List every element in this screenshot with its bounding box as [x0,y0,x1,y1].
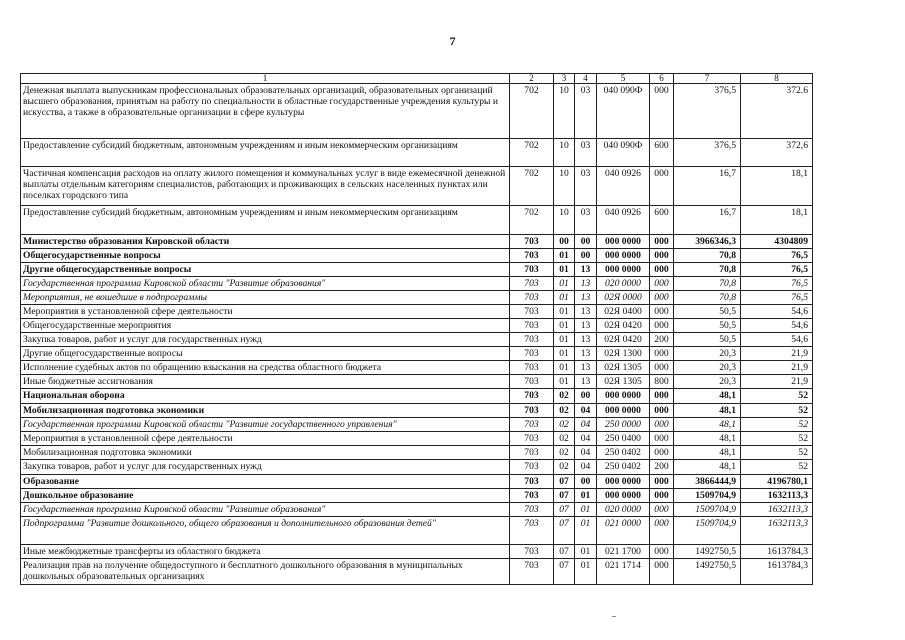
cell-subsection: 13 [575,375,597,389]
table-row [21,235,813,249]
cell-expense-type: 600 [650,139,674,167]
cell-amount-year1: 48,1 [674,432,741,446]
cell-amount-year2: 52 [741,418,813,432]
column-header: 5 [597,74,650,84]
cell-amount-year1: 70,8 [674,291,741,305]
table-row [21,84,813,139]
cell-target-article: 02Я 0000 [597,291,650,305]
column-header: 1 [21,74,510,84]
cell-amount-year2: 18,1 [741,167,813,206]
column-header: 7 [674,74,741,84]
cell-section: 01 [554,319,575,333]
cell-expense-type: 000 [650,235,674,249]
cell-expense-type: 800 [650,375,674,389]
table-row [21,347,813,361]
cell-section: 10 [554,139,575,167]
cell-item-name: Закупка товаров, работ и услуг для государственных нужд [21,460,510,475]
cell-item-name: Реализация прав на получение общедоступного и бесплатного дошкольного образования в муниципальных дошкольных образовательных организациях [21,559,510,585]
cell-expense-type: 000 [650,167,674,206]
table-row [21,418,813,432]
cell-target-article: 02Я 0400 [597,305,650,319]
cell-target-article: 040 0926 [597,206,650,235]
cell-amount-year1: 20,3 [674,347,741,361]
cell-ministry-code: 703 [510,347,554,361]
cell-target-article: 250 0402 [597,446,650,460]
cell-amount-year1: 50,5 [674,333,741,347]
cell-amount-year2: 52 [741,460,813,475]
cell-amount-year1: 1509704,9 [674,489,741,503]
cell-subsection: 04 [575,404,597,418]
cell-item-name: Мероприятия, не вошедшие в подпрограммы [21,291,510,305]
cell-amount-year2: 1613784,3 [741,545,813,559]
cell-target-article: 02Я 0420 [597,319,650,333]
cell-section: 01 [554,249,575,263]
cell-item-name: Министерство образования Кировской области [21,235,510,249]
table-row [21,389,813,404]
cell-expense-type: 000 [650,432,674,446]
cell-subsection: 03 [575,139,597,167]
cell-ministry-code: 703 [510,333,554,347]
cell-expense-type: 000 [650,277,674,291]
cell-expense-type: 000 [650,517,674,545]
cell-item-name: Предоставление субсидий бюджетным, автономным учреждениям и иным некоммерческим организациям [21,139,510,167]
table-row [21,432,813,446]
cell-expense-type: 000 [650,361,674,375]
cell-amount-year2: 1632113,3 [741,503,813,517]
cell-subsection: 13 [575,347,597,361]
cell-item-name: Национальная оборона [21,389,510,404]
cell-expense-type: 000 [650,545,674,559]
cell-item-name: Государственная программа Кировской области "Развитие государственного управления" [21,418,510,432]
cell-amount-year2: 54,6 [741,319,813,333]
cell-amount-year1: 48,1 [674,446,741,460]
cell-target-article: 000 0000 [597,475,650,489]
cell-amount-year2: 76,5 [741,263,813,277]
cell-target-article: 02Я 1305 [597,375,650,389]
cell-target-article: 250 0000 [597,418,650,432]
cell-ministry-code: 703 [510,404,554,418]
cell-amount-year2: 52 [741,389,813,404]
cell-target-article: 000 0000 [597,404,650,418]
cell-ministry-code: 703 [510,460,554,475]
cell-item-name: Государственная программа Кировской области "Развитие образования" [21,503,510,517]
cell-item-name: Мобилизационная подготовка экономики [21,446,510,460]
cell-expense-type: 000 [650,249,674,263]
cell-target-article: 040 0926 [597,167,650,206]
table-row [21,263,813,277]
cell-expense-type: 000 [650,475,674,489]
cell-expense-type: 600 [650,206,674,235]
cell-amount-year2: 21,9 [741,347,813,361]
cell-target-article: 02Я 1305 [597,361,650,375]
table-row [21,249,813,263]
table-row [21,489,813,503]
cell-target-article: 02Я 1300 [597,347,650,361]
table-row [21,545,813,559]
cell-amount-year1: 20,3 [674,375,741,389]
cell-target-article: 040 090Ф [597,139,650,167]
cell-expense-type: 000 [650,489,674,503]
column-header: 6 [650,74,674,84]
table-row [21,333,813,347]
cell-amount-year1: 3966346,3 [674,235,741,249]
cell-amount-year1: 16,7 [674,167,741,206]
cell-ministry-code: 703 [510,305,554,319]
cell-ministry-code: 702 [510,84,554,139]
cell-subsection: 00 [575,235,597,249]
table-row [21,559,813,585]
cell-amount-year1: 48,1 [674,404,741,418]
cell-amount-year2: 18,1 [741,206,813,235]
cell-section: 01 [554,277,575,291]
cell-amount-year2: 52 [741,432,813,446]
cell-section: 01 [554,347,575,361]
cell-subsection: 13 [575,361,597,375]
cell-item-name: Мобилизационная подготовка экономики [21,404,510,418]
cell-subsection: 13 [575,277,597,291]
cell-section: 07 [554,545,575,559]
cell-amount-year1: 48,1 [674,460,741,475]
cell-item-name: Другие общегосударственные вопросы [21,347,510,361]
cell-subsection: 01 [575,517,597,545]
cell-ministry-code: 702 [510,139,554,167]
cell-amount-year1: 48,1 [674,389,741,404]
cell-amount-year1: 1509704,9 [674,503,741,517]
cell-amount-year2: 76,5 [741,249,813,263]
cell-target-article: 250 0400 [597,432,650,446]
cell-ministry-code: 703 [510,263,554,277]
cell-section: 01 [554,263,575,277]
cell-expense-type: 000 [650,347,674,361]
cell-expense-type: 000 [650,305,674,319]
cell-subsection: 03 [575,84,597,139]
cell-subsection: 04 [575,432,597,446]
cell-target-article: 040 090Ф [597,84,650,139]
column-header: 3 [554,74,575,84]
cell-amount-year1: 376,5 [674,139,741,167]
cell-expense-type: 000 [650,404,674,418]
cell-ministry-code: 702 [510,167,554,206]
cell-subsection: 13 [575,291,597,305]
table-row [21,361,813,375]
cell-expense-type: 000 [650,418,674,432]
cell-section: 10 [554,167,575,206]
cell-amount-year2: 21,9 [741,375,813,389]
cell-section: 07 [554,559,575,585]
cell-amount-year1: 50,5 [674,305,741,319]
cell-section: 07 [554,475,575,489]
cell-item-name: Иные межбюджетные трансферты из областного бюджета [21,545,510,559]
cell-item-name: Образование [21,475,510,489]
page-number: 7 [449,34,456,48]
cell-amount-year2: 4196780,1 [741,475,813,489]
cell-amount-year1: 70,8 [674,249,741,263]
cell-ministry-code: 703 [510,375,554,389]
cell-subsection: 00 [575,475,597,489]
cell-item-name: Предоставление субсидий бюджетным, автономным учреждениям и иным некоммерческим организациям [21,206,510,235]
table-row [21,291,813,305]
cell-item-name: Закупка товаров, работ и услуг для государственных нужд [21,333,510,347]
table-row [21,446,813,460]
cell-item-name: Иные бюджетные ассигнования [21,375,510,389]
cell-amount-year2: 372,6 [741,139,813,167]
cell-amount-year2: 4304809 [741,235,813,249]
cell-amount-year1: 48,1 [674,418,741,432]
cell-ministry-code: 703 [510,277,554,291]
cell-section: 01 [554,291,575,305]
cell-section: 07 [554,517,575,545]
cell-item-name: Другие общегосударственные вопросы [21,263,510,277]
cell-amount-year1: 70,8 [674,263,741,277]
cell-section: 02 [554,404,575,418]
cell-target-article: 000 0000 [597,263,650,277]
cell-amount-year1: 16,7 [674,206,741,235]
cell-item-name: Частичная компенсация расходов на оплату жилого помещения и коммунальных услуг в виде ежемесячной денежной выплаты отдельным категориям специалистов, работающих и проживающих в сельских населенных пунктах или поселках городского типа [21,167,510,206]
cell-subsection: 03 [575,167,597,206]
cell-ministry-code: 703 [510,361,554,375]
table-row [21,404,813,418]
cell-target-article: 020 0000 [597,277,650,291]
cell-ministry-code: 702 [510,206,554,235]
cell-amount-year2: 21,9 [741,361,813,375]
scan-artifact [612,616,616,617]
cell-ministry-code: 703 [510,489,554,503]
cell-subsection: 00 [575,249,597,263]
table-row [21,167,813,206]
column-header: 2 [510,74,554,84]
cell-amount-year2: 372.6 [741,84,813,139]
cell-amount-year2: 52 [741,404,813,418]
cell-expense-type: 000 [650,263,674,277]
column-header: 4 [575,74,597,84]
cell-target-article: 000 0000 [597,235,650,249]
cell-section: 01 [554,305,575,319]
cell-amount-year2: 1632113,3 [741,517,813,545]
cell-subsection: 01 [575,559,597,585]
table-row [21,460,813,475]
cell-item-name: Подпрограмма "Развитие дошкольного, общего образования и дополнительного образования детей" [21,517,510,545]
cell-ministry-code: 703 [510,389,554,404]
cell-ministry-code: 703 [510,418,554,432]
cell-subsection: 13 [575,333,597,347]
cell-target-article: 000 0000 [597,249,650,263]
cell-ministry-code: 703 [510,503,554,517]
cell-section: 02 [554,389,575,404]
cell-amount-year2: 52 [741,446,813,460]
cell-ministry-code: 703 [510,545,554,559]
table-header-row [21,74,813,84]
cell-section: 02 [554,460,575,475]
cell-amount-year2: 1632113,3 [741,489,813,503]
cell-amount-year1: 1492750,5 [674,545,741,559]
table-row [21,139,813,167]
table-row [21,305,813,319]
cell-target-article: 021 1714 [597,559,650,585]
cell-section: 02 [554,418,575,432]
cell-item-name: Государственная программа Кировской области "Развитие образования" [21,277,510,291]
cell-section: 00 [554,235,575,249]
cell-target-article: 000 0000 [597,389,650,404]
cell-section: 02 [554,446,575,460]
cell-ministry-code: 703 [510,249,554,263]
cell-subsection: 13 [575,319,597,333]
cell-ministry-code: 703 [510,291,554,305]
cell-target-article: 250 0402 [597,460,650,475]
cell-ministry-code: 703 [510,475,554,489]
cell-section: 01 [554,333,575,347]
cell-subsection: 04 [575,418,597,432]
cell-subsection: 01 [575,503,597,517]
cell-ministry-code: 703 [510,517,554,545]
cell-subsection: 04 [575,446,597,460]
cell-subsection: 01 [575,489,597,503]
cell-expense-type: 000 [650,319,674,333]
cell-amount-year2: 76,5 [741,277,813,291]
cell-item-name: Денежная выплата выпускникам профессиональных образовательных организаций, образовательных организаций высшего образования, принятым на работу по специальности в областные государственные учреждения культуры и искусства, а также в образовательные организации в сфере культуры [21,84,510,139]
cell-ministry-code: 703 [510,432,554,446]
cell-ministry-code: 703 [510,235,554,249]
cell-subsection: 04 [575,460,597,475]
cell-section: 01 [554,361,575,375]
cell-section: 07 [554,503,575,517]
cell-subsection: 01 [575,545,597,559]
table-row [21,503,813,517]
cell-section: 10 [554,84,575,139]
cell-item-name: Исполнение судебных актов по обращению взыскания на средства областного бюджета [21,361,510,375]
budget-table [20,73,813,585]
table-row [21,277,813,291]
cell-target-article: 020 0000 [597,503,650,517]
column-header: 8 [741,74,813,84]
cell-amount-year1: 376,5 [674,84,741,139]
cell-item-name: Дошкольное образование [21,489,510,503]
cell-ministry-code: 703 [510,446,554,460]
cell-item-name: Общегосударственные мероприятия [21,319,510,333]
cell-expense-type: 000 [650,559,674,585]
cell-subsection: 00 [575,389,597,404]
cell-subsection: 03 [575,206,597,235]
cell-item-name: Общегосударственные вопросы [21,249,510,263]
table-row [21,319,813,333]
cell-amount-year1: 3866444,9 [674,475,741,489]
table-row [21,206,813,235]
cell-amount-year2: 76,5 [741,291,813,305]
cell-amount-year2: 1613784,3 [741,559,813,585]
cell-expense-type: 200 [650,333,674,347]
cell-section: 10 [554,206,575,235]
cell-expense-type: 000 [650,84,674,139]
cell-section: 07 [554,489,575,503]
cell-amount-year1: 1509704,9 [674,517,741,545]
cell-section: 01 [554,375,575,389]
cell-amount-year1: 50,5 [674,319,741,333]
cell-ministry-code: 703 [510,559,554,585]
cell-item-name: Мероприятия в установленной сфере деятельности [21,432,510,446]
cell-amount-year1: 1492750,5 [674,559,741,585]
cell-amount-year1: 20,3 [674,361,741,375]
cell-ministry-code: 703 [510,319,554,333]
cell-target-article: 021 0000 [597,517,650,545]
cell-subsection: 13 [575,263,597,277]
cell-expense-type: 000 [650,446,674,460]
cell-target-article: 000 0000 [597,489,650,503]
cell-target-article: 021 1700 [597,545,650,559]
cell-target-article: 02Я 0420 [597,333,650,347]
table-row [21,475,813,489]
cell-item-name: Мероприятия в установленной сфере деятельности [21,305,510,319]
cell-amount-year2: 54,6 [741,333,813,347]
cell-amount-year2: 54,6 [741,305,813,319]
table-row [21,375,813,389]
cell-expense-type: 000 [650,389,674,404]
cell-subsection: 13 [575,305,597,319]
cell-amount-year1: 70,8 [674,277,741,291]
cell-expense-type: 200 [650,460,674,475]
cell-expense-type: 000 [650,291,674,305]
table-row [21,517,813,545]
cell-section: 02 [554,432,575,446]
cell-expense-type: 000 [650,503,674,517]
